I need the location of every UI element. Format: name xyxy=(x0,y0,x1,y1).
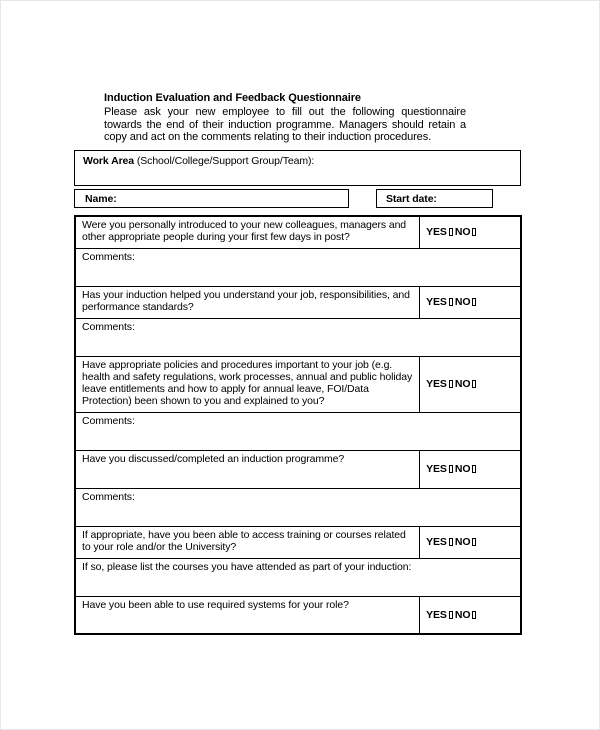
question-row xyxy=(75,526,521,558)
courses-field[interactable]: If so, please list the courses you have attended as part of your induction: xyxy=(75,558,521,596)
question-text: Have you been able to use required systems for your role? xyxy=(75,596,420,634)
comment-row xyxy=(75,248,521,286)
yes-no-choice[interactable]: YES NO xyxy=(420,356,521,412)
yes-no-choice[interactable]: YES NO xyxy=(420,526,521,558)
question-row xyxy=(75,356,521,412)
question-row xyxy=(75,596,521,634)
yes-no-choice[interactable]: YES NO xyxy=(420,596,521,634)
checkbox-icon[interactable] xyxy=(449,611,453,619)
checkbox-icon[interactable] xyxy=(449,538,453,546)
checkbox-icon[interactable] xyxy=(449,298,453,306)
work-area-field[interactable] xyxy=(74,150,521,186)
checkbox-icon[interactable] xyxy=(472,298,476,306)
questionnaire-table xyxy=(74,215,522,635)
document-title: Induction Evaluation and Feedback Questionnaire xyxy=(104,92,361,104)
checkbox-icon[interactable] xyxy=(449,380,453,388)
yes-no-choice[interactable]: YES NO xyxy=(420,286,521,318)
checkbox-icon[interactable] xyxy=(472,228,476,236)
name-label: Name: xyxy=(85,193,117,205)
question-text: Have appropriate policies and procedures important to your job (e.g. health and safety regulations, work processes, annual and public holiday leave entitlements and how to apply for annual leave, FOI/Data Protection) been shown to you and explained to you? xyxy=(75,356,420,412)
comment-row xyxy=(75,488,521,526)
checkbox-icon[interactable] xyxy=(449,465,453,473)
yes-no-choice[interactable]: YES NO xyxy=(420,450,521,488)
comments-field[interactable]: Comments: xyxy=(75,412,521,450)
question-row xyxy=(75,286,521,318)
start-date-field[interactable] xyxy=(376,189,493,208)
work-area-label: Work Area (School/College/Support Group/Team): xyxy=(83,155,315,167)
comments-field[interactable]: Comments: xyxy=(75,248,521,286)
question-row xyxy=(75,216,521,248)
intro-paragraph: Please ask your new employee to fill out the following questionnaire towards the end of their induction programme. Managers should retain a copy and act on the comments relating to their induction procedures. xyxy=(104,106,466,143)
comments-field[interactable]: Comments: xyxy=(75,488,521,526)
yes-no-choice[interactable]: YES NO xyxy=(420,216,521,248)
question-text: Has your induction helped you understand your job, responsibilities, and performance standards? xyxy=(75,286,420,318)
question-text: If appropriate, have you been able to access training or courses related to your role and/or the University? xyxy=(75,526,420,558)
start-date-label: Start date: xyxy=(386,193,437,205)
comment-row xyxy=(75,318,521,356)
question-text: Have you discussed/completed an induction programme? xyxy=(75,450,420,488)
question-text: Were you personally introduced to your new colleagues, managers and other appropriate people during your first few days in post? xyxy=(75,216,420,248)
comment-row xyxy=(75,412,521,450)
name-field[interactable] xyxy=(74,189,349,208)
checkbox-icon[interactable] xyxy=(472,611,476,619)
checkbox-icon[interactable] xyxy=(472,538,476,546)
checkbox-icon[interactable] xyxy=(472,465,476,473)
question-row xyxy=(75,450,521,488)
comments-field[interactable]: Comments: xyxy=(75,318,521,356)
comment-row xyxy=(75,558,521,596)
checkbox-icon[interactable] xyxy=(472,380,476,388)
checkbox-icon[interactable] xyxy=(449,228,453,236)
